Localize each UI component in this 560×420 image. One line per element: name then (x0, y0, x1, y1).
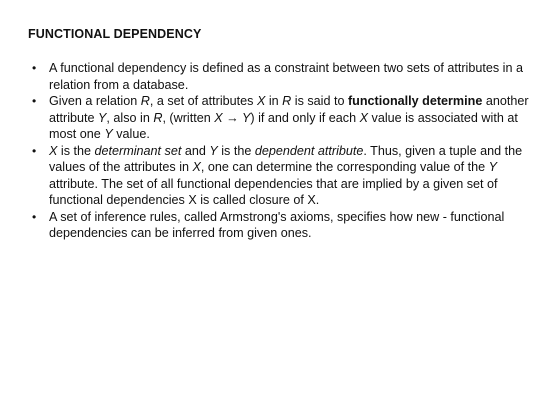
text-segment: R (153, 110, 163, 125)
bullet-item (32, 143, 532, 209)
slide-title: FUNCTIONAL DEPENDENCY (28, 27, 202, 41)
text-segment: Y (209, 143, 218, 158)
text-segment: value. (112, 127, 150, 141)
text-segment: is the (217, 143, 255, 158)
text-segment: value is associated with at most one (49, 110, 518, 141)
text-segment: X → Y (214, 110, 251, 125)
bullet-text (49, 94, 529, 141)
text-segment: ) if and only if each (250, 110, 360, 125)
bullet-marker: • (32, 94, 37, 108)
bullet-item (32, 93, 532, 143)
text-segment: in (265, 94, 283, 108)
text-segment: X (49, 143, 58, 158)
bullet-text (49, 144, 522, 208)
text-segment: , (written (162, 110, 215, 125)
text-segment: is said to (291, 94, 348, 108)
text-segment: Y (488, 160, 498, 174)
text-segment: and (181, 143, 210, 158)
text-segment: Y (98, 110, 107, 125)
text-segment: dependent attribute (254, 143, 364, 158)
text-segment: A set of inference rules, called Armstrong's axioms, specifies how new - functional dependencies can be inferred from given ones. (49, 209, 505, 240)
text-segment: . Thus, given a tuple and the values of the attributes in (49, 143, 523, 174)
text-segment: , a set of attributes (149, 94, 257, 108)
text-segment: A functional dependency is defined as a constraint between two sets of attributes in a relation from a database. (49, 61, 523, 92)
text-segment: R (282, 94, 292, 108)
bullet-text (49, 210, 504, 241)
text-segment: R (140, 94, 150, 108)
text-segment: , also in (106, 110, 154, 125)
bullet-text (49, 61, 523, 92)
text-segment: determinant set (94, 143, 182, 158)
bullet-item (32, 209, 532, 242)
text-segment: attribute. The set of all functional dependencies that are implied by a given set of functional dependencies X is called closure of X. (49, 176, 498, 207)
text-segment: functionally determine (347, 94, 483, 108)
text-segment: X (192, 160, 201, 174)
bullet-marker: • (32, 209, 37, 224)
text-segment: Given a relation (49, 94, 141, 108)
bullet-item (32, 60, 532, 93)
bullet-list (32, 60, 532, 242)
text-segment: X (256, 94, 266, 108)
text-segment: X (359, 110, 369, 125)
text-segment: , one can determine the corresponding value of the (200, 160, 489, 174)
bullet-marker: • (32, 143, 37, 158)
text-segment: is the (57, 143, 95, 158)
text-segment: another attribute (49, 94, 529, 125)
bullet-marker: • (32, 61, 37, 75)
text-segment: Y (104, 127, 113, 141)
